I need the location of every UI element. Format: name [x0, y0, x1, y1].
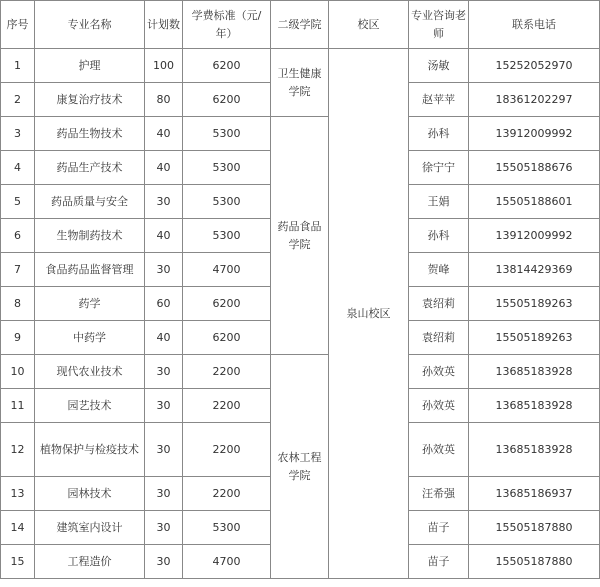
header-teacher: 专业咨询老师: [409, 1, 469, 49]
phone-number: 13685186937: [469, 477, 600, 511]
phone-number: 13814429369: [469, 253, 600, 287]
tuition-fee: 4700: [183, 253, 271, 287]
teacher-name: 袁绍莉: [409, 321, 469, 355]
college-cell: 药品食品学院: [271, 117, 329, 355]
phone-number: 13912009992: [469, 219, 600, 253]
major-name: 工程造价: [35, 545, 145, 579]
row-no: 3: [1, 117, 35, 151]
row-no: 1: [1, 49, 35, 83]
phone-number: 15505189263: [469, 321, 600, 355]
major-name: 园艺技术: [35, 389, 145, 423]
major-name: 现代农业技术: [35, 355, 145, 389]
header-campus: 校区: [329, 1, 409, 49]
phone-number: 15505187880: [469, 511, 600, 545]
row-no: 2: [1, 83, 35, 117]
plan-count: 30: [145, 389, 183, 423]
header-fee: 学费标准（元/年）: [183, 1, 271, 49]
plan-count: 60: [145, 287, 183, 321]
header-college: 二级学院: [271, 1, 329, 49]
teacher-name: 赵苹苹: [409, 83, 469, 117]
plan-count: 30: [145, 185, 183, 219]
tuition-fee: 6200: [183, 49, 271, 83]
major-name: 药品生物技术: [35, 117, 145, 151]
row-no: 8: [1, 287, 35, 321]
tuition-fee: 2200: [183, 355, 271, 389]
phone-number: 13685183928: [469, 389, 600, 423]
table-row: [1, 117, 600, 151]
phone-number: 13912009992: [469, 117, 600, 151]
header-major: 专业名称: [35, 1, 145, 49]
phone-number: 15505187880: [469, 545, 600, 579]
phone-number: 18361202297: [469, 83, 600, 117]
row-no: 11: [1, 389, 35, 423]
teacher-name: 苗子: [409, 511, 469, 545]
phone-number: 15505189263: [469, 287, 600, 321]
teacher-name: 汤敏: [409, 49, 469, 83]
row-no: 7: [1, 253, 35, 287]
plan-count: 30: [145, 253, 183, 287]
teacher-name: 汪希强: [409, 477, 469, 511]
header-phone: 联系电话: [469, 1, 600, 49]
teacher-name: 徐宁宁: [409, 151, 469, 185]
plan-count: 30: [145, 511, 183, 545]
phone-number: 15505188676: [469, 151, 600, 185]
tuition-fee: 5300: [183, 219, 271, 253]
plan-count: 30: [145, 423, 183, 477]
tuition-fee: 6200: [183, 321, 271, 355]
header-plan: 计划数: [145, 1, 183, 49]
major-name: 建筑室内设计: [35, 511, 145, 545]
major-name: 护理: [35, 49, 145, 83]
phone-number: 13685183928: [469, 423, 600, 477]
teacher-name: 苗子: [409, 545, 469, 579]
row-no: 5: [1, 185, 35, 219]
teacher-name: 孙效英: [409, 355, 469, 389]
major-name: 药品生产技术: [35, 151, 145, 185]
plan-count: 30: [145, 355, 183, 389]
plan-count: 30: [145, 545, 183, 579]
tuition-fee: 5300: [183, 185, 271, 219]
header-no: 序号: [1, 1, 35, 49]
teacher-name: 孙效英: [409, 423, 469, 477]
row-no: 6: [1, 219, 35, 253]
phone-number: 15505188601: [469, 185, 600, 219]
college-cell: 卫生健康学院: [271, 49, 329, 117]
row-no: 13: [1, 477, 35, 511]
teacher-name: 孙科: [409, 219, 469, 253]
major-name: 药品质量与安全: [35, 185, 145, 219]
teacher-name: 袁绍莉: [409, 287, 469, 321]
teacher-name: 王娟: [409, 185, 469, 219]
header-row: [1, 1, 600, 49]
teacher-name: 贺峰: [409, 253, 469, 287]
major-name: 康复治疗技术: [35, 83, 145, 117]
table-row: [1, 49, 600, 83]
teacher-name: 孙效英: [409, 389, 469, 423]
major-name: 中药学: [35, 321, 145, 355]
major-name: 食品药品监督管理: [35, 253, 145, 287]
plan-count: 40: [145, 151, 183, 185]
row-no: 14: [1, 511, 35, 545]
plan-count: 40: [145, 321, 183, 355]
tuition-fee: 6200: [183, 287, 271, 321]
major-name: 生物制药技术: [35, 219, 145, 253]
major-name: 植物保护与检疫技术: [35, 423, 145, 477]
row-no: 12: [1, 423, 35, 477]
tuition-fee: 4700: [183, 545, 271, 579]
tuition-fee: 2200: [183, 477, 271, 511]
row-no: 4: [1, 151, 35, 185]
major-name: 园林技术: [35, 477, 145, 511]
row-no: 10: [1, 355, 35, 389]
row-no: 9: [1, 321, 35, 355]
teacher-name: 孙科: [409, 117, 469, 151]
plan-count: 40: [145, 219, 183, 253]
tuition-fee: 2200: [183, 423, 271, 477]
plan-count: 100: [145, 49, 183, 83]
tuition-fee: 6200: [183, 83, 271, 117]
plan-count: 80: [145, 83, 183, 117]
college-cell: 农林工程学院: [271, 355, 329, 579]
tuition-fee: 5300: [183, 117, 271, 151]
plan-count: 40: [145, 117, 183, 151]
row-no: 15: [1, 545, 35, 579]
table-row: [1, 355, 600, 389]
tuition-fee: 5300: [183, 151, 271, 185]
phone-number: 15252052970: [469, 49, 600, 83]
campus-cell: 泉山校区: [329, 49, 409, 579]
tuition-fee: 2200: [183, 389, 271, 423]
tuition-fee: 5300: [183, 511, 271, 545]
plan-count: 30: [145, 477, 183, 511]
major-name: 药学: [35, 287, 145, 321]
phone-number: 13685183928: [469, 355, 600, 389]
